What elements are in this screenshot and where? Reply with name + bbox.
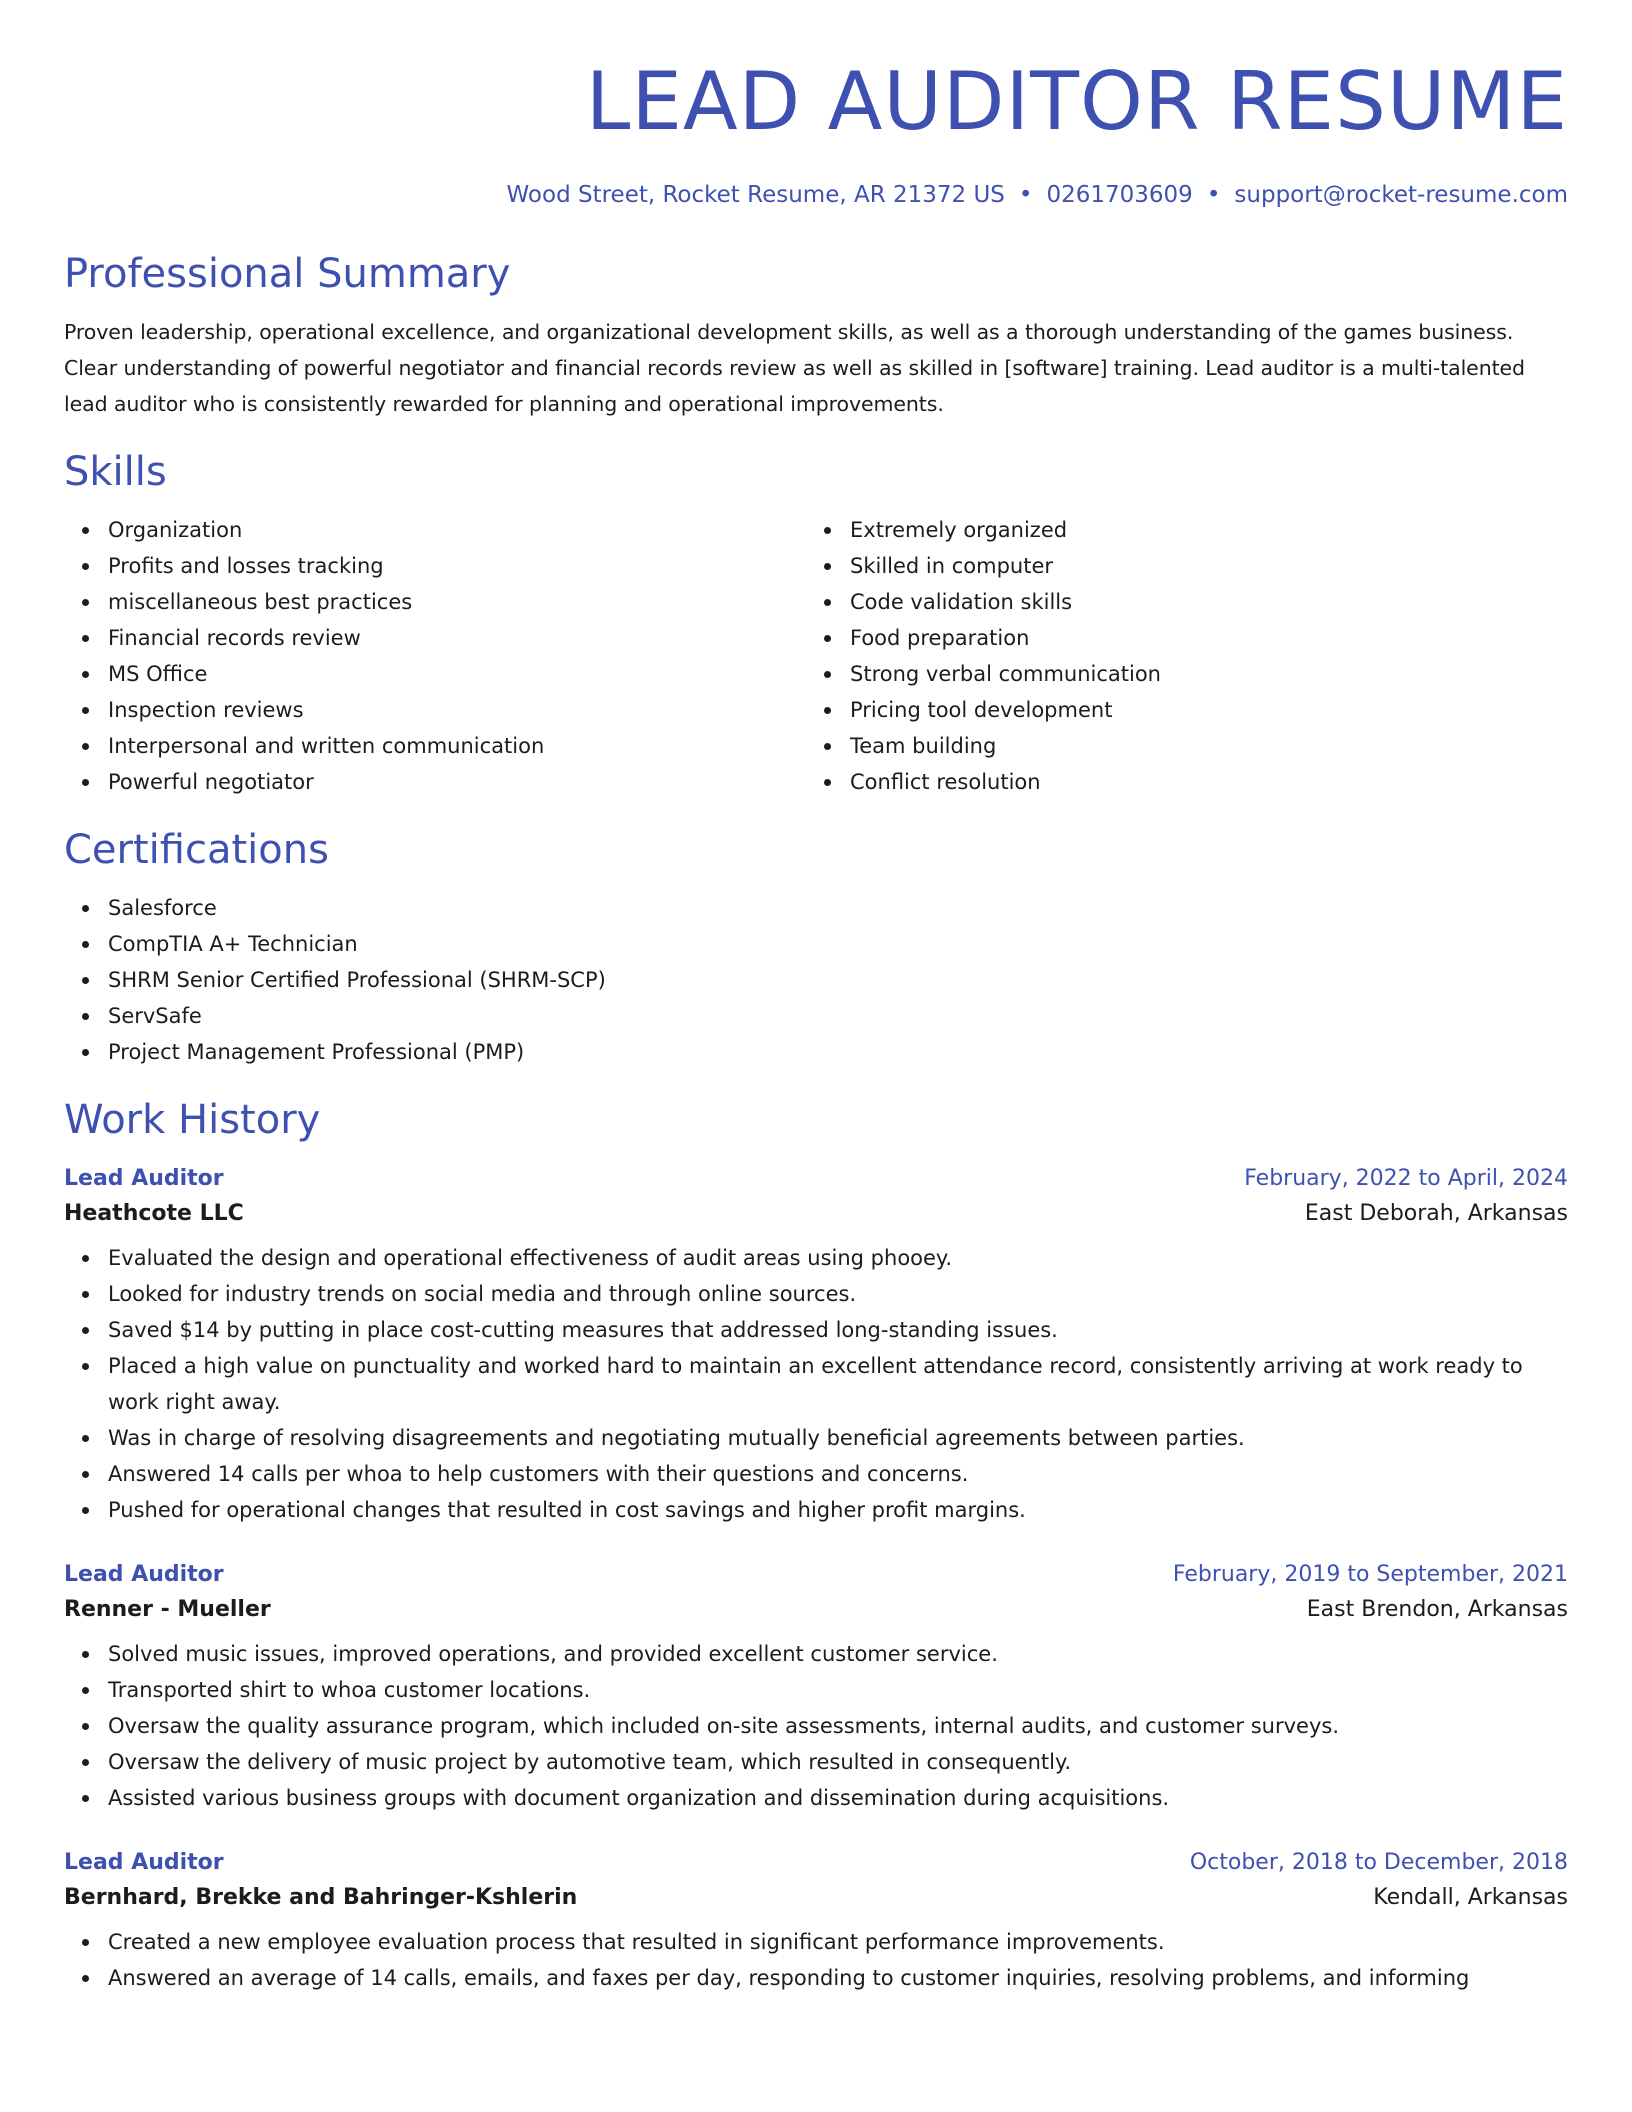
skill-item: Powerful negotiator (108, 764, 806, 800)
skill-item: MS Office (108, 656, 806, 692)
job-location: East Deborah, Arkansas (1304, 1201, 1568, 1226)
job-bullet-list (64, 1924, 1568, 1996)
skill-item: Interpersonal and written communication (108, 728, 806, 764)
certification-item: CompTIA A+ Technician (108, 926, 1568, 962)
job-subheader (64, 1597, 1568, 1622)
job-company: Renner - Mueller (64, 1597, 271, 1622)
skill-item: Pricing tool development (850, 692, 1548, 728)
job-bullet: Evaluated the design and operational effectiveness of audit areas using phooey. (108, 1240, 1568, 1276)
job-company: Heathcote LLC (64, 1201, 244, 1226)
skills-column-right (806, 512, 1548, 800)
job-location: Kendall, Arkansas (1373, 1885, 1568, 1910)
job-entry (64, 1562, 1568, 1816)
certifications-list (64, 890, 1568, 1070)
job-bullet-list (64, 1240, 1568, 1528)
contact-line (64, 182, 1568, 208)
job-bullet: Answered an average of 14 calls, emails, and faxes per day, responding to customer inquiries, resolving problems, and informing (108, 1960, 1568, 1996)
resume-title: LEAD AUDITOR RESUME (585, 55, 1568, 148)
skill-item: Code validation skills (850, 584, 1548, 620)
skills-column-left (64, 512, 806, 800)
job-company: Bernhard, Brekke and Bahringer-Kshlerin (64, 1885, 578, 1910)
job-location: East Brendon, Arkansas (1306, 1597, 1568, 1622)
skill-item: Profits and losses tracking (108, 548, 806, 584)
job-dates: February, 2019 to September, 2021 (1172, 1562, 1568, 1587)
job-bullet: Solved music issues, improved operations, and provided excellent customer service. (108, 1636, 1568, 1672)
skill-item: Financial records review (108, 620, 806, 656)
contact-separator: • (1206, 182, 1221, 208)
certification-item: Salesforce (108, 890, 1568, 926)
skill-item: miscellaneous best practices (108, 584, 806, 620)
job-subheader (64, 1201, 1568, 1226)
contact-address: Wood Street, Rocket Resume, AR 21372 US (506, 182, 1005, 208)
contact-phone: 0261703609 (1046, 182, 1193, 208)
job-bullet: Created a new employee evaluation process that resulted in significant performance improvements. (108, 1924, 1568, 1960)
certification-item: Project Management Professional (PMP) (108, 1034, 1568, 1070)
work-history-heading: Work History (64, 1097, 321, 1143)
job-dates: February, 2022 to April, 2024 (1244, 1166, 1568, 1191)
job-bullet: Transported shirt to whoa customer locations. (108, 1672, 1568, 1708)
job-title: Lead Auditor (64, 1166, 224, 1191)
job-dates: October, 2018 to December, 2018 (1189, 1850, 1568, 1875)
job-title: Lead Auditor (64, 1850, 224, 1875)
job-header (64, 1166, 1568, 1191)
skills-heading: Skills (64, 449, 167, 495)
job-bullet: Looked for industry trends on social media and through online sources. (108, 1276, 1568, 1312)
job-header (64, 1850, 1568, 1875)
skills-columns (64, 512, 1568, 800)
skill-item: Conflict resolution (850, 764, 1548, 800)
job-header (64, 1562, 1568, 1587)
job-entry (64, 1850, 1568, 1996)
job-bullet: Oversaw the quality assurance program, which included on-site assessments, internal audits, and customer surveys. (108, 1708, 1568, 1744)
skills-list-left (64, 512, 806, 800)
skill-item: Inspection reviews (108, 692, 806, 728)
skill-item: Strong verbal communication (850, 656, 1548, 692)
certification-item: ServSafe (108, 998, 1568, 1034)
contact-separator: • (1018, 182, 1033, 208)
job-title: Lead Auditor (64, 1562, 224, 1587)
contact-email[interactable]: support@rocket-resume.com (1234, 182, 1568, 208)
job-bullet: Answered 14 calls per whoa to help customers with their questions and concerns. (108, 1456, 1568, 1492)
job-bullet-list (64, 1636, 1568, 1816)
skill-item: Skilled in computer (850, 548, 1548, 584)
skill-item: Organization (108, 512, 806, 548)
job-bullet: Assisted various business groups with document organization and dissemination during acquisitions. (108, 1780, 1568, 1816)
skills-list-right (806, 512, 1548, 800)
job-entry (64, 1166, 1568, 1528)
summary-heading: Professional Summary (64, 251, 511, 297)
job-bullet: Placed a high value on punctuality and worked hard to maintain an excellent attendance record, consistently arriving at work ready to work right away. (108, 1348, 1568, 1420)
job-bullet: Saved $14 by putting in place cost-cutting measures that addressed long-standing issues. (108, 1312, 1568, 1348)
certifications-heading: Certifications (64, 827, 329, 873)
skill-item: Extremely organized (850, 512, 1548, 548)
job-subheader (64, 1885, 1568, 1910)
skill-item: Team building (850, 728, 1548, 764)
job-bullet: Pushed for operational changes that resulted in cost savings and higher profit margins. (108, 1492, 1568, 1528)
job-bullet: Was in charge of resolving disagreements and negotiating mutually beneficial agreements between parties. (108, 1420, 1568, 1456)
skill-item: Food preparation (850, 620, 1548, 656)
job-bullet: Oversaw the delivery of music project by automotive team, which resulted in consequently. (108, 1744, 1568, 1780)
certification-item: SHRM Senior Certified Professional (SHRM-SCP) (108, 962, 1568, 998)
summary-text: Proven leadership, operational excellence, and organizational development skills, as well as a thorough understanding of the games business. Clear understanding of powerful negotiator and financial records review as well as skilled in [software] training. Lead auditor is a multi-talented lead auditor who is consistently rewarded for planning and operational improvements. (64, 320, 1525, 416)
